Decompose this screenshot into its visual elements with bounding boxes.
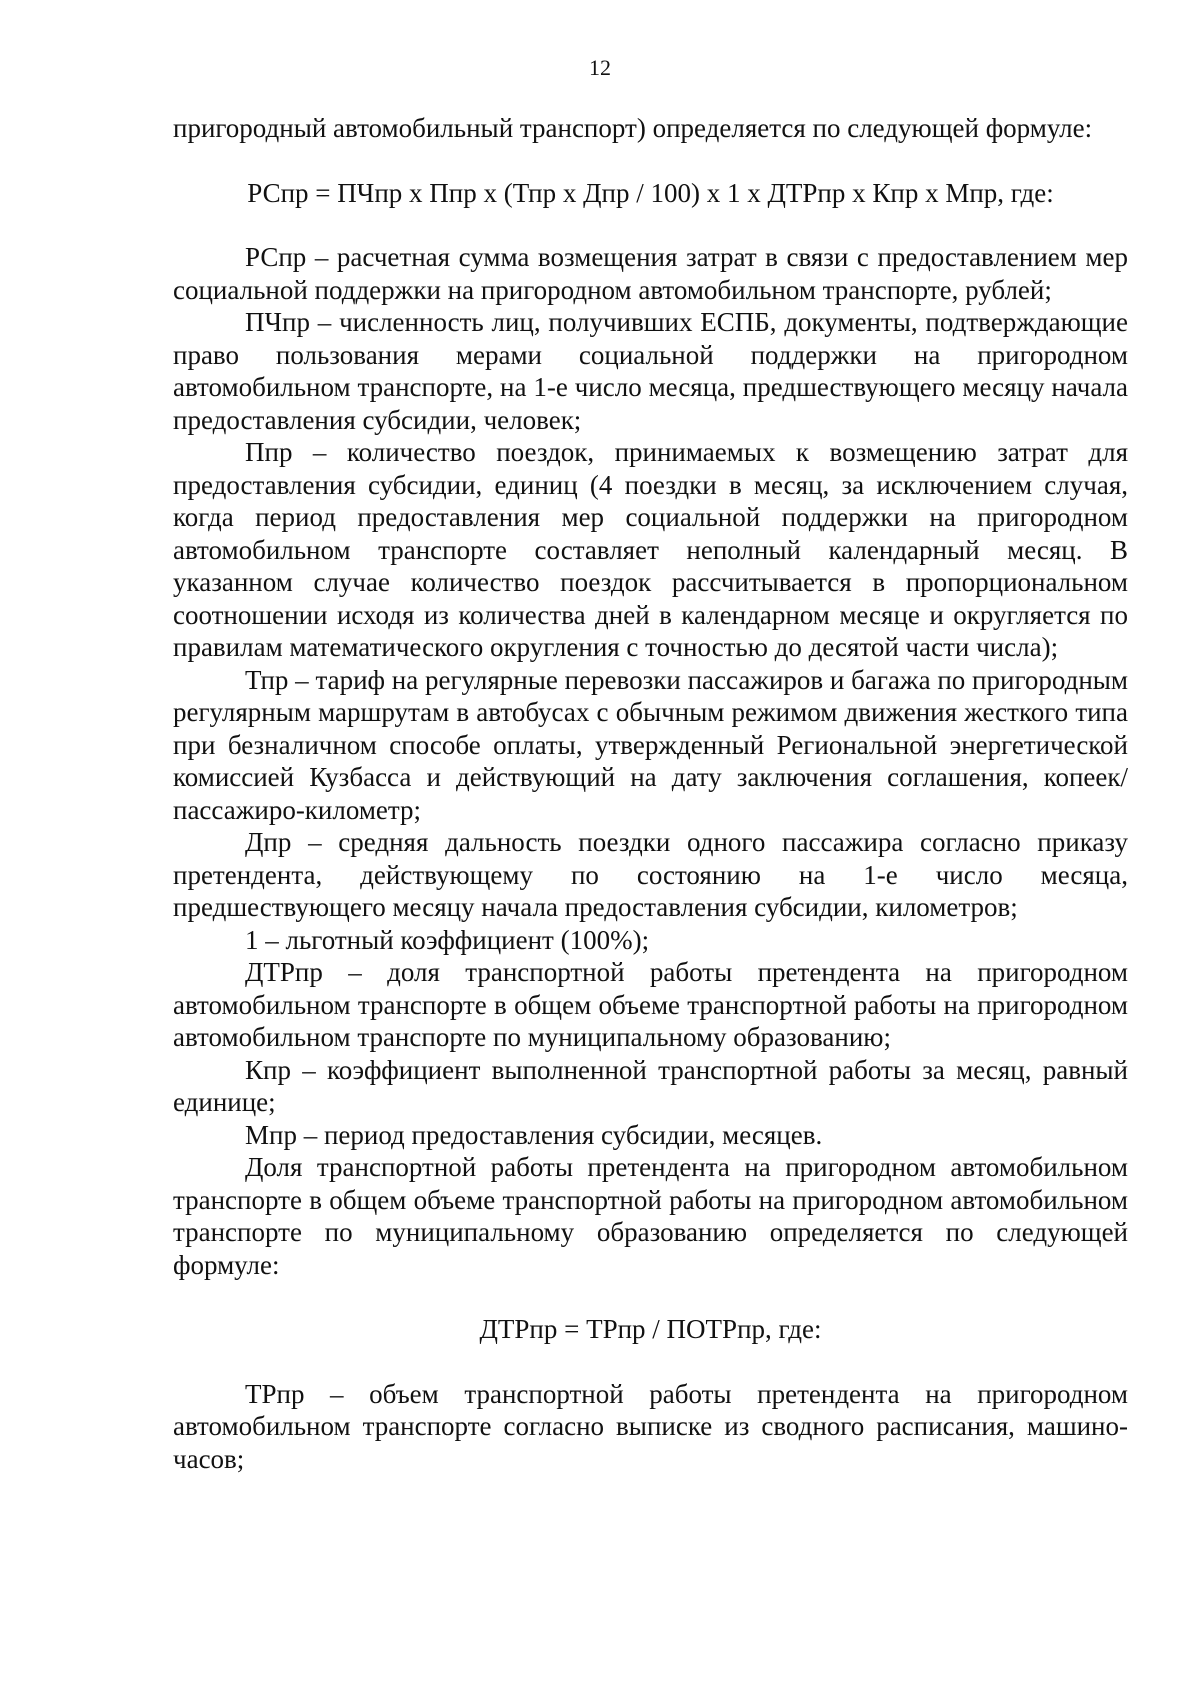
formula-dtrpr: ДТРпр = ТРпр / ПОТРпр, где: bbox=[479, 1314, 822, 1344]
paragraph-trpr-definition: ТРпр – объем транспортной работы претендента на пригородном автомобильном транспорте согласно выписке из сводного расписания, машино-часов; bbox=[173, 1378, 1128, 1474]
paragraph-kpr-definition: Кпр – коэффициент выполненной транспортной работы за месяц, равный единице; bbox=[173, 1054, 1128, 1117]
formula-rspr: РСпр = ПЧпр х Ппр х (Тпр х Дпр / 100) х 1 х ДТРпр х Кпр х Мпр, где: bbox=[247, 177, 1054, 208]
paragraph-pchpr-definition: ПЧпр – численность лиц, получивших ЕСПБ, документы, подтверждающие право пользования мерами социальной поддержки на пригородном автомобильном транспорте, на 1-е число месяца, предшествующего месяцу начала предоставления субсидии, человек; bbox=[173, 307, 1128, 435]
page-number: 12 bbox=[589, 55, 611, 80]
paragraph-dtrpr-definition: ДТРпр – доля транспортной работы претендента на пригородном автомобильном транспорте в общем объеме транспортной работы на пригородном автомобильном транспорте по муниципальному образованию; bbox=[173, 957, 1128, 1052]
paragraph-mpr-definition: Мпр – период предоставления субсидии, месяцев. bbox=[245, 1119, 823, 1150]
paragraph-intro: пригородный автомобильный транспорт) определяется по следующей формуле: bbox=[173, 113, 1093, 143]
paragraph-benefit-coefficient: 1 – льготный коэффициент (100%); bbox=[245, 924, 650, 955]
paragraph-dpr-definition: Дпр – средняя дальность поездки одного пассажира согласно приказу претендента, действующему по состоянию на 1-е число месяца, предшествующего месяцу начала предоставления субсидии, километров; bbox=[173, 827, 1128, 922]
paragraph-rspr-definition: РСпр – расчетная сумма возмещения затрат в связи с предоставлением мер социальной поддержки на пригородном автомобильном транспорте, рублей; bbox=[173, 242, 1128, 305]
paragraph-share-intro: Доля транспортной работы претендента на пригородном автомобильном транспорте в общем объеме транспортной работы на пригородном автомобильном транспорте по муниципальному образованию определяется по следующей формуле: bbox=[173, 1152, 1128, 1280]
document-body bbox=[173, 112, 1128, 1475]
paragraph-ppr-definition: Ппр – количество поездок, принимаемых к возмещению затрат для предоставления субсидии, единиц (4 поездки в месяц, за исключением случая, когда период предоставления мер социальной поддержки на пригородном автомобильном транспорте составляет неполный календарный месяц. В указанном случае количество поездок рассчитывается в пропорциональном соотношении исходя из количества дней в календарном месяце и округляется по правилам математического округления с точностью до десятой части числа); bbox=[173, 437, 1128, 662]
paragraph-tpr-definition: Тпр – тариф на регулярные перевозки пассажиров и багажа по пригородным регулярным маршрутам в автобусах с обычным режимом движения жесткого типа при безналичном способе оплаты, утвержденный Региональной энергетической комиссией Кузбасса и действующий на дату заключения соглашения, копеек/пассажиро-километр; bbox=[173, 664, 1128, 825]
